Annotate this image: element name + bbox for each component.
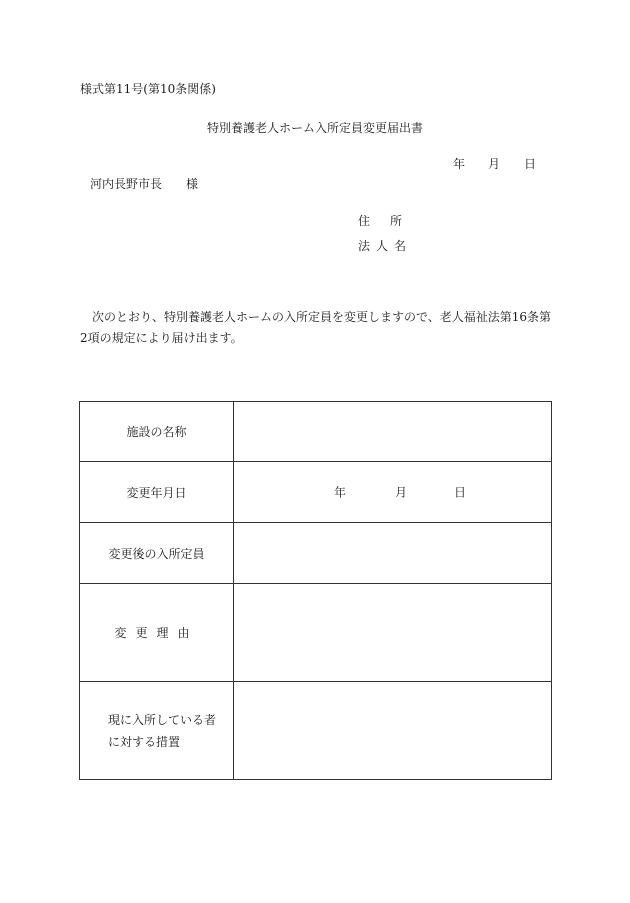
table-row-resident-measures (80, 682, 552, 780)
document-title: 特別養護老人ホーム入所定員変更届出書 (206, 121, 423, 135)
submission-date-day: 日 (524, 157, 537, 171)
address-label-char-1: 住 (358, 214, 371, 228)
form-number: 様式第11号(第10条関係) (80, 82, 216, 96)
form-table (79, 401, 552, 780)
change-reason-field[interactable] (234, 584, 552, 682)
resident-measures-label-line-2: に対する措置 (108, 734, 181, 749)
table-row-change-reason (80, 584, 552, 682)
address-label-char-2: 所 (390, 214, 403, 228)
change-date-year: 年 (334, 485, 347, 500)
resident-measures-field[interactable] (234, 682, 552, 780)
addressee-honorific: 様 (186, 177, 199, 191)
facility-name-field[interactable] (234, 402, 552, 462)
table-row-facility-name (80, 402, 552, 462)
change-date-field[interactable] (234, 462, 552, 523)
new-capacity-field[interactable] (234, 523, 552, 584)
table-row-change-date (80, 462, 552, 523)
table-row-new-capacity (80, 523, 552, 584)
change-date-day: 日 (454, 485, 467, 500)
submission-date-year: 年 (453, 157, 466, 171)
corporation-name-label: 法人名 (358, 239, 413, 253)
addressee (90, 175, 198, 192)
resident-measures-label (80, 682, 234, 780)
addressee-name: 河内長野市長 (90, 177, 163, 191)
new-capacity-label: 変更後の入所定員 (80, 523, 234, 584)
submission-date-month: 月 (488, 157, 501, 171)
change-date-label: 変更年月日 (80, 462, 234, 523)
change-reason-label: 変更理由 (80, 584, 234, 682)
notification-statement: 次のとおり、特別養護老人ホームの入所定員を変更しますので、老人福祉法第16条第2項の規定により届け出ます。 (80, 310, 552, 345)
change-date-month: 月 (395, 485, 408, 500)
facility-name-label: 施設の名称 (80, 402, 234, 462)
address-label (358, 212, 402, 229)
resident-measures-label-line-1: 現に入所している者 (108, 712, 217, 727)
